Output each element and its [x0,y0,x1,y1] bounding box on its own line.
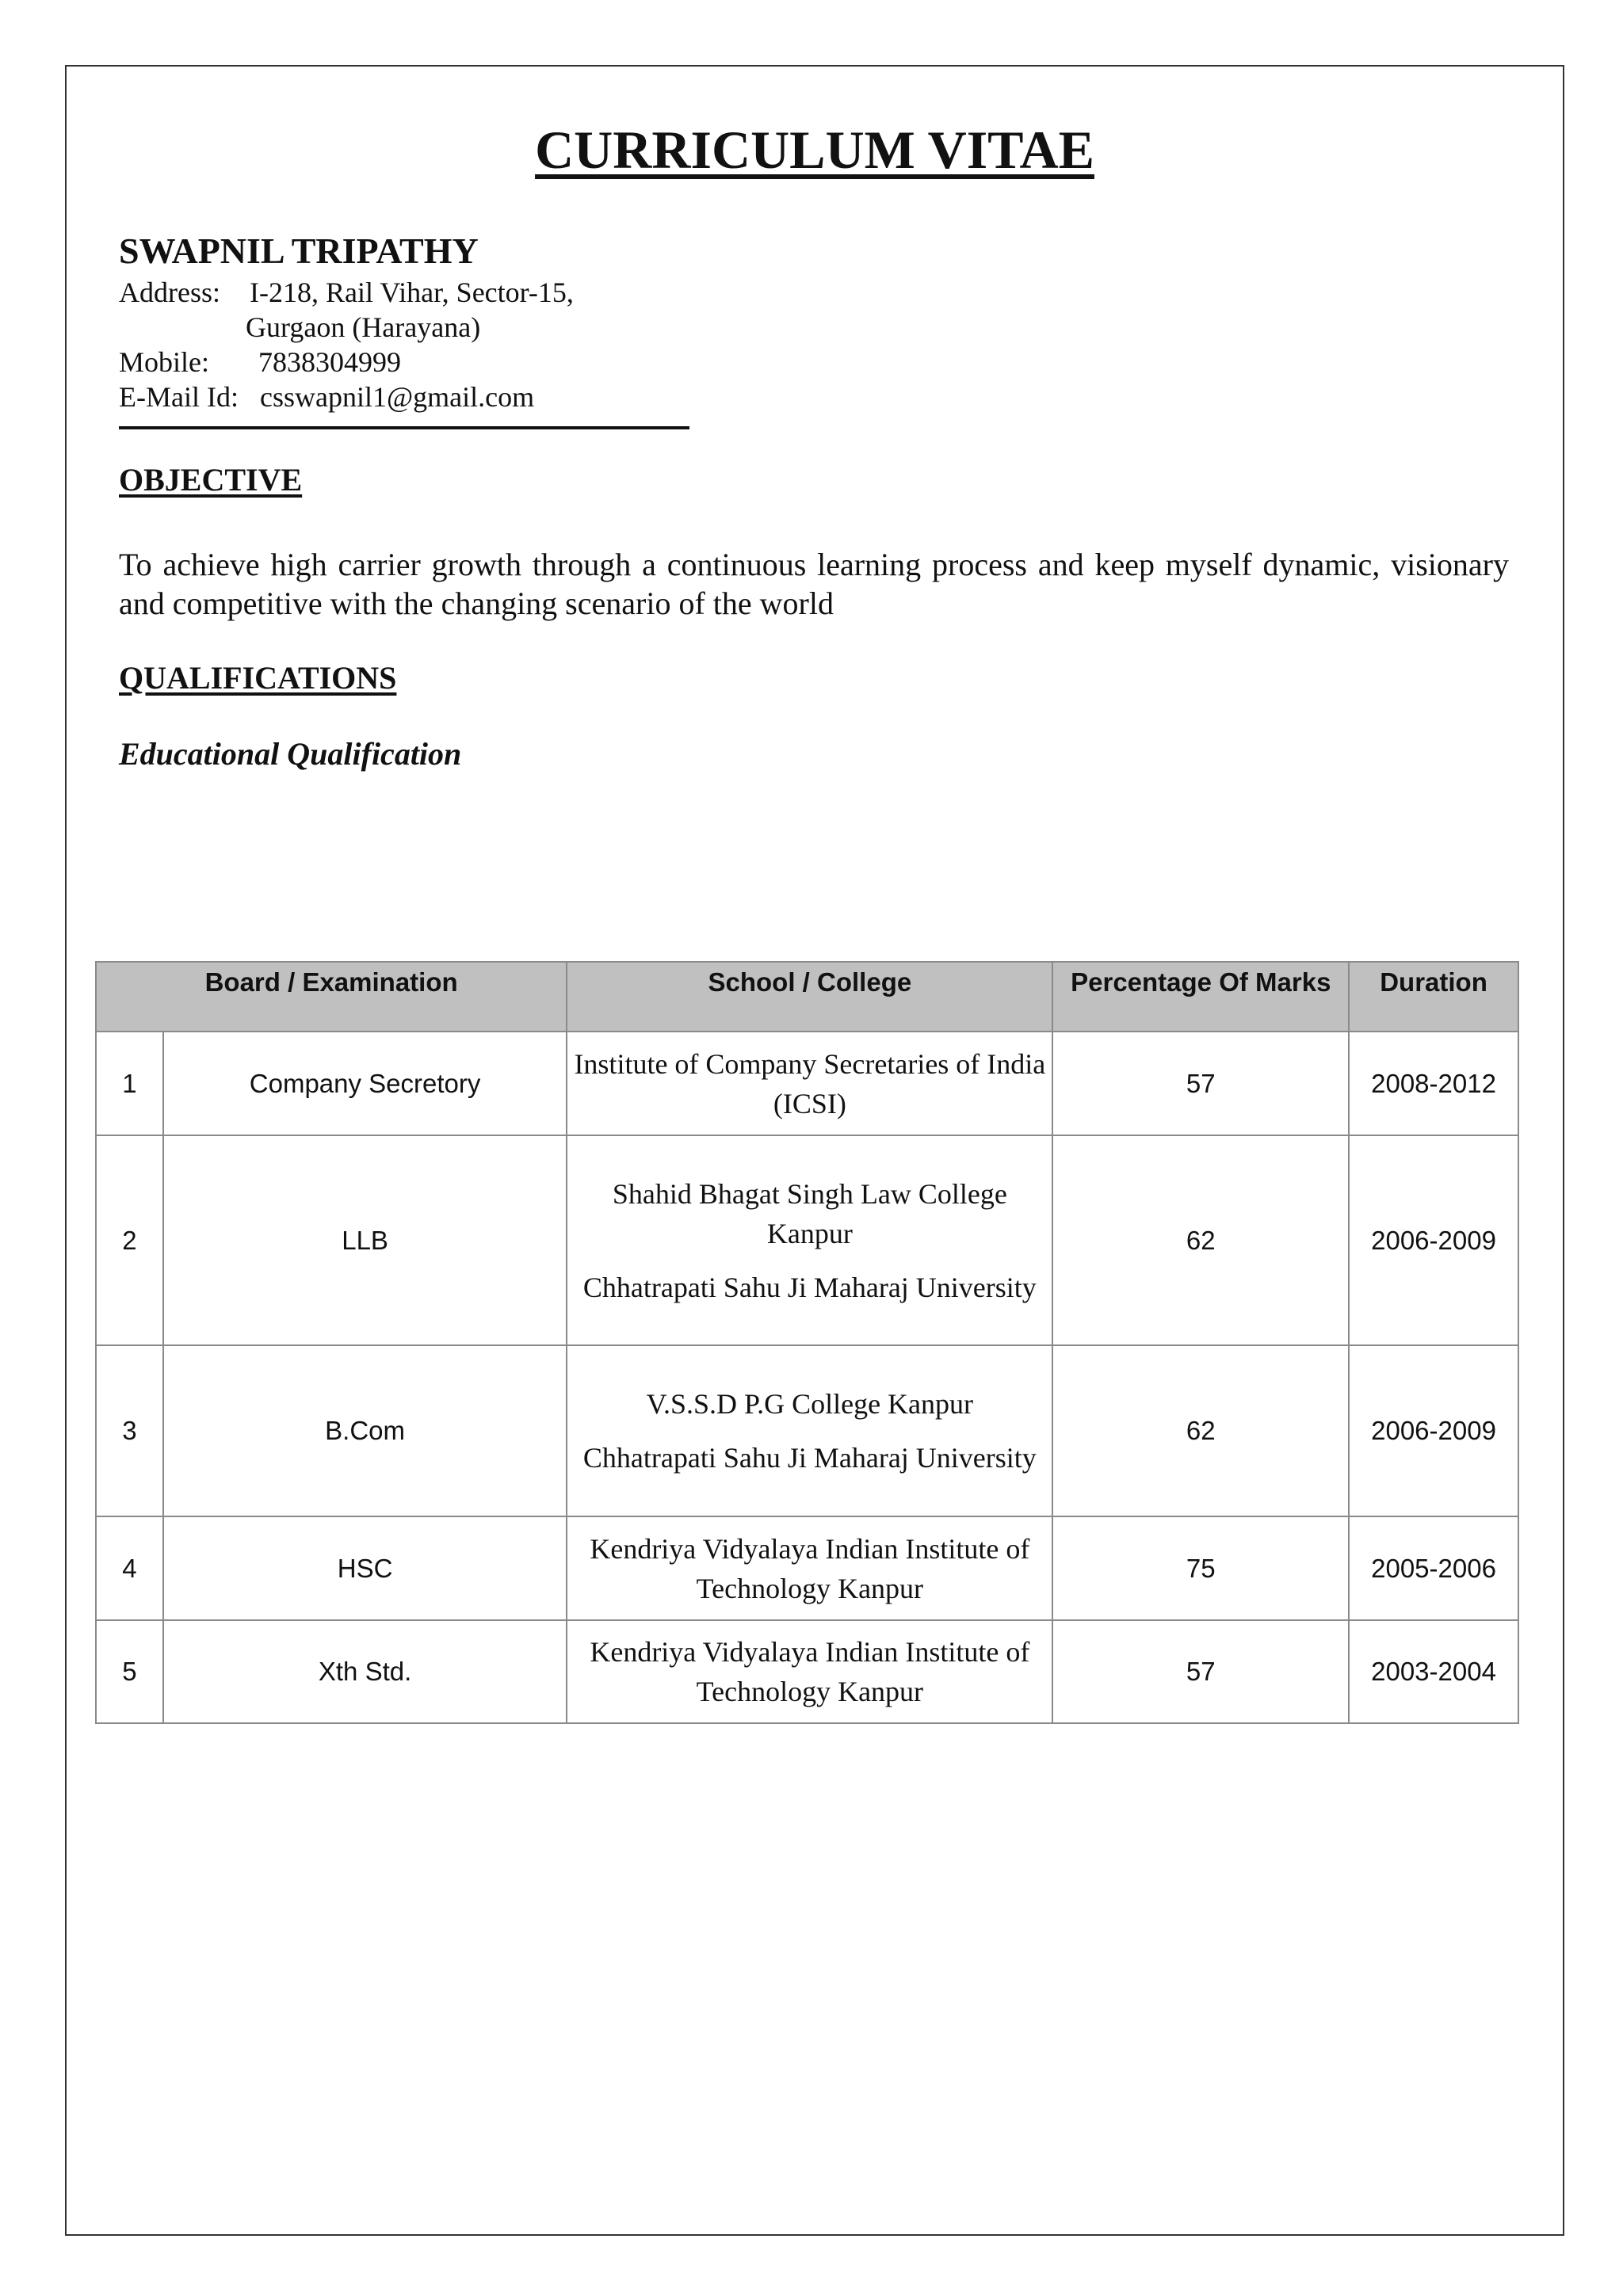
table-row [96,1135,1518,1345]
row-duration: 2006-2009 [1349,1135,1518,1345]
document-title: CURRICULUM VITAE [535,120,1094,180]
education-table [95,961,1519,1724]
qualifications-heading: QUALIFICATIONS [119,660,397,696]
school-name: Kendriya Vidyalaya Indian Institute of Technology Kanpur [590,1532,1030,1604]
header-duration: Duration [1349,962,1518,1032]
mobile-label: Mobile: [119,346,209,378]
email-value: csswapnil1@gmail.com [260,381,535,413]
row-duration: 2008-2012 [1349,1032,1518,1135]
table-row [96,1620,1518,1723]
school-name: V.S.S.D P.G College Kanpur [646,1388,974,1420]
row-school [567,1516,1052,1620]
row-number: 1 [96,1032,163,1135]
address-value-2: Gurgaon (Harayana) [246,311,481,343]
row-marks: 62 [1052,1345,1349,1516]
row-number: 2 [96,1135,163,1345]
header-percentage: Percentage Of Marks [1052,962,1349,1032]
row-exam: Xth Std. [163,1620,567,1723]
row-marks: 62 [1052,1135,1349,1345]
school-name: Shahid Bhagat Singh Law College Kanpur [612,1177,1007,1249]
row-school [567,1135,1052,1345]
row-duration: 2003-2004 [1349,1620,1518,1723]
row-school [567,1620,1052,1723]
email-line [119,380,534,414]
row-duration: 2005-2006 [1349,1516,1518,1620]
row-number: 4 [96,1516,163,1620]
header-board-examination: Board / Examination [96,962,567,1032]
table-row [96,1345,1518,1516]
school-name: Institute of Company Secretaries of India (ICSI) [574,1047,1046,1119]
contact-divider [119,426,689,429]
row-exam: B.Com [163,1345,567,1516]
objective-heading: OBJECTIVE [119,462,303,498]
email-label: E-Mail Id: [119,381,239,413]
university-name: Chhatrapati Sahu Ji Maharaj University [582,1271,1037,1303]
row-marks: 57 [1052,1032,1349,1135]
school-name: Kendriya Vidyalaya Indian Institute of Technology Kanpur [590,1636,1030,1707]
row-exam: HSC [163,1516,567,1620]
candidate-name: SWAPNIL TRIPATHY [119,231,479,271]
row-school [567,1345,1052,1516]
address-line-1 [119,276,574,309]
table-row [96,1032,1518,1135]
mobile-value: 7838304999 [258,346,401,378]
row-marks: 57 [1052,1620,1349,1723]
educational-qualification-subheading: Educational Qualification [119,736,462,772]
row-exam: LLB [163,1135,567,1345]
university-name: Chhatrapati Sahu Ji Maharaj University [582,1442,1037,1474]
row-duration: 2006-2009 [1349,1345,1518,1516]
table-header-row [96,962,1518,1032]
row-marks: 75 [1052,1516,1349,1620]
address-value-1: I-218, Rail Vihar, Sector-15, [250,277,574,308]
row-number: 3 [96,1345,163,1516]
table-row [96,1516,1518,1620]
header-school-college: School / College [567,962,1052,1032]
mobile-line [119,345,401,379]
objective-text: To achieve high carrier growth through a continuous learning process and keep myself dynamic, visionary and competitive with the changing scenario of the world [119,547,1509,621]
row-number: 5 [96,1620,163,1723]
address-label: Address: [119,277,220,308]
row-exam: Company Secretory [163,1032,567,1135]
row-school [567,1032,1052,1135]
